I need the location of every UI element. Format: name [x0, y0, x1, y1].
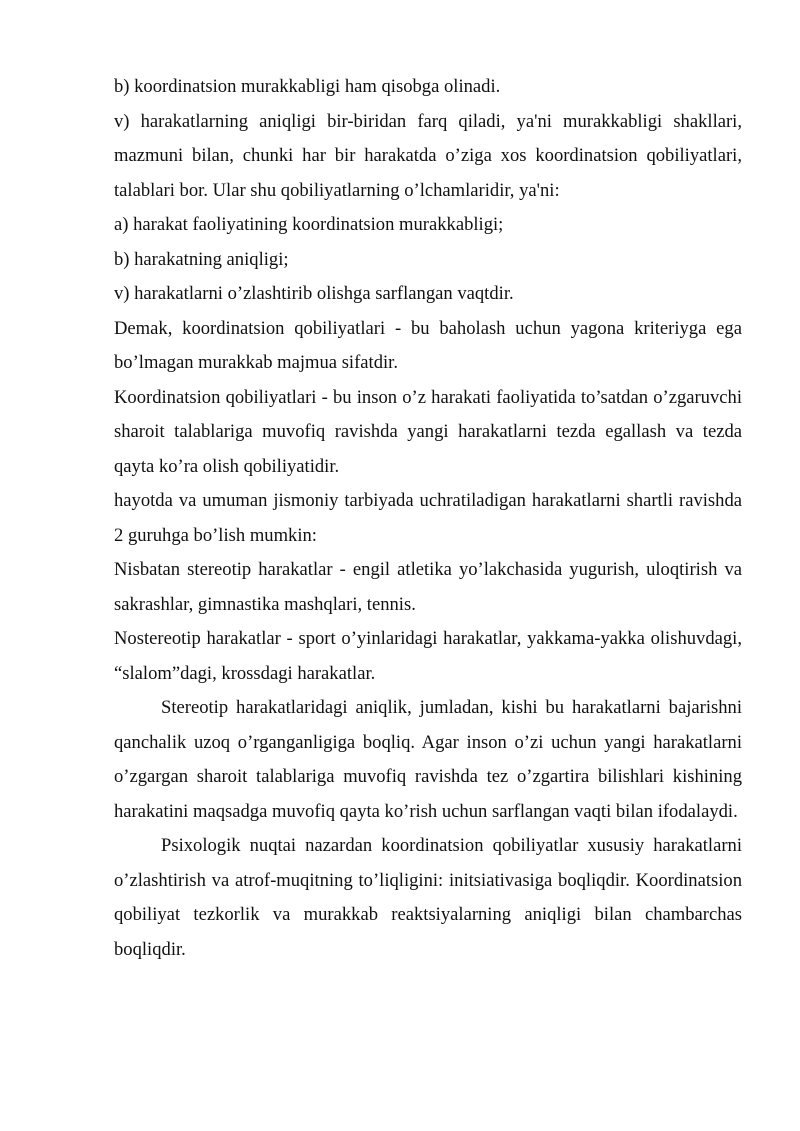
document-page — [114, 70, 742, 967]
paragraph-9: Nisbatan stereotip harakatlar - engil atletika yo’lakchasida yugurish, uloqtirish va sakrashlar, gimnastika mashqlari, tennis. — [114, 559, 742, 615]
paragraph-5: v) harakatlarni o’zlashtirib olishga sarflangan vaqtdir. — [114, 283, 514, 304]
paragraph-3: a) harakat faoliyatining koordinatsion murakkabligi; — [114, 214, 504, 235]
paragraph-10: Nostereotip harakatlar - sport o’yinlaridagi harakatlar, yakkama-yakka olishuvdagi, “slalom”dagi, krossdagi harakatlar. — [114, 628, 742, 684]
paragraph-12: Psixologik nuqtai nazardan koordinatsion qobiliyatlar xususiy harakatlarni o’zlashtirish va atrof-muqitning to’liqligini: initsiativasiga boqliqdir. Koordinatsion qobiliyat tezkorlik va murakkab reaktsiyalarning aniqligi bilan chambarchas boqliqdir. — [114, 835, 742, 960]
paragraph-2: v) harakatlarning aniqligi bir-biridan farq qiladi, ya'ni murakkabligi shakllari, mazmuni bilan, chunki har bir harakatda o’ziga xos koordinatsion qobiliyatlari, talablari bor. Ular shu qobiliyatlarning o’lchamlaridir, ya'ni: — [114, 110, 742, 201]
paragraph-8: hayotda va umuman jismoniy tarbiyada uchratiladigan harakatlarni shartli ravishda 2 guruhga bo’lish mumkin: — [114, 490, 742, 546]
paragraph-7: Koordinatsion qobiliyatlari - bu inson o’z harakati faoliyatida to’satdan o’zgaruvchi sharoit talablariga muvofiq ravishda yangi harakatlarni tezda egallash va tezda qayta ko’ra olish qobiliyatidir. — [114, 386, 742, 477]
paragraph-6: Demak, koordinatsion qobiliyatlari - bu baholash uchun yagona kriteriyga ega bo’lmagan murakkab majmua sifatdir. — [114, 317, 742, 373]
paragraph-11: Stereotip harakatlaridagi aniqlik, jumladan, kishi bu harakatlarni bajarishni qanchalik uzoq o’rganganligiga boqliq. Agar inson o’zi uchun yangi harakatlarni o’zgargan sharoit talablariga muvofiq ravishda tez o’zgartira bilishlari kishining harakatini maqsadga muvofiq qayta ko’rish uchun sarflangan vaqti bilan ifodalaydi. — [114, 697, 742, 822]
paragraph-4: b) harakatning aniqligi; — [114, 248, 289, 270]
paragraph-1: b) koordinatsion murakkabligi ham qisobga olinadi. — [114, 76, 501, 97]
